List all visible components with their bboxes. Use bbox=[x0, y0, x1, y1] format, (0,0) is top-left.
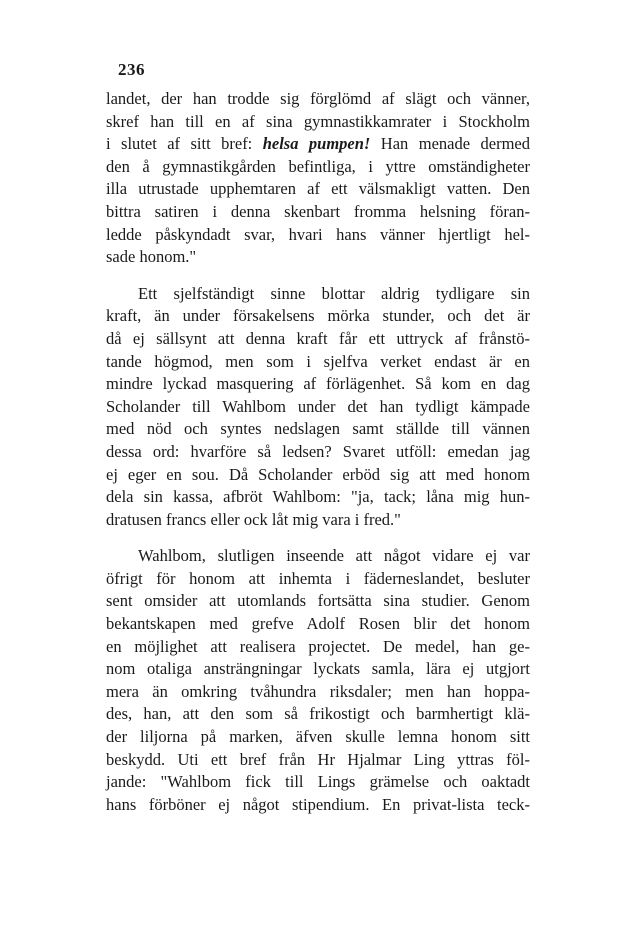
text-line bbox=[106, 133, 530, 156]
text-line: tande högmod, men som i sjelfva verket endast är en bbox=[106, 351, 530, 371]
text-line: illa utrustade upphemtaren af ett välsmakligt vatten. Den bbox=[106, 179, 530, 199]
text-line: mera än omkring tvåhundra riksdaler; men han hoppa- bbox=[106, 681, 530, 701]
text-line: landet, der han trodde sig förglömd af slägt och vänner, bbox=[106, 89, 530, 108]
page-number: 236 bbox=[118, 60, 145, 79]
text-line: Scholander till Wahlbom under det han tydligt kämpade bbox=[106, 396, 530, 416]
text-line: der liljorna på marken, äfven skulle lemna honom sitt bbox=[106, 727, 530, 747]
text-line: bittra satiren i denna skenbart fromma helsning föran- bbox=[106, 201, 530, 221]
text-line: ej eger en sou. Då Scholander erböd sig att med honom bbox=[106, 464, 530, 484]
text-line: skref han till en af sina gymnastikkamrater i Stockholm bbox=[106, 111, 530, 131]
text-line: Wahlbom, slutligen inseende att något vidare ej var bbox=[138, 546, 530, 566]
text-line: beskydd. Uti ett bref från Hr Hjalmar Ling yttras föl- bbox=[106, 749, 530, 769]
text-line: sade honom." bbox=[106, 247, 197, 267]
text-line: den å gymnastikgården befintliga, i yttre omständigheter bbox=[106, 156, 530, 176]
text-line: kraft, än under försakelsens mörka stunder, och det är bbox=[106, 306, 530, 326]
text-run: i slutet af sitt bref: bbox=[106, 134, 263, 154]
text-line: då ej sällsynt att denna kraft får ett uttryck af frånstö- bbox=[106, 328, 530, 348]
text-line: jande: "Wahlbom fick till Lings grämelse och oaktadt bbox=[106, 772, 530, 792]
text-line: des, han, att den som så frikostigt och barmhertigt klä- bbox=[106, 704, 530, 724]
text-line: dratusen francs eller ock låt mig vara i fred." bbox=[106, 509, 401, 529]
paragraph-gap bbox=[106, 531, 530, 545]
text-run: Han menade dermed bbox=[370, 134, 530, 154]
paragraph-2 bbox=[106, 283, 530, 532]
body-text bbox=[106, 88, 530, 816]
text-line: med nöd och syntes nedslagen samt ställde till vännen bbox=[106, 419, 530, 439]
text-line: ledde påskyndadt svar, hvari hans vänner hjertligt hel- bbox=[106, 224, 530, 244]
text-line: öfrigt för honom att inhemta i fäderneslandet, besluter bbox=[106, 568, 530, 588]
text-line: bekantskapen med grefve Adolf Rosen blir det honom bbox=[106, 614, 530, 634]
text-line: nom otaliga ansträngningar lyckats samla, lära ej utgjort bbox=[106, 659, 530, 679]
text-line: mindre lyckad masquering af förlägenhet. Så kom en dag bbox=[106, 374, 530, 394]
text-line: dela sin kassa, afbröt Wahlbom: "ja, tack; låna mig hun- bbox=[106, 487, 530, 507]
paragraph-3 bbox=[106, 545, 530, 816]
paragraph-1 bbox=[106, 88, 530, 269]
text-line: hans förböner ej något stipendium. En privat-lista teck- bbox=[106, 794, 530, 814]
text-line: Ett sjelfständigt sinne blottar aldrig tydligare sin bbox=[138, 283, 530, 303]
emphasized-quote: helsa pumpen! bbox=[262, 134, 371, 154]
paragraph-gap bbox=[106, 269, 530, 283]
text-line: dessa ord: hvarföre så ledsen? Svaret utföll: emedan jag bbox=[106, 441, 530, 461]
text-line: sent omsider att utomlands fortsätta sina studier. Genom bbox=[106, 591, 530, 611]
text-line: en möjlighet att realisera projectet. De medel, han ge- bbox=[106, 636, 530, 656]
